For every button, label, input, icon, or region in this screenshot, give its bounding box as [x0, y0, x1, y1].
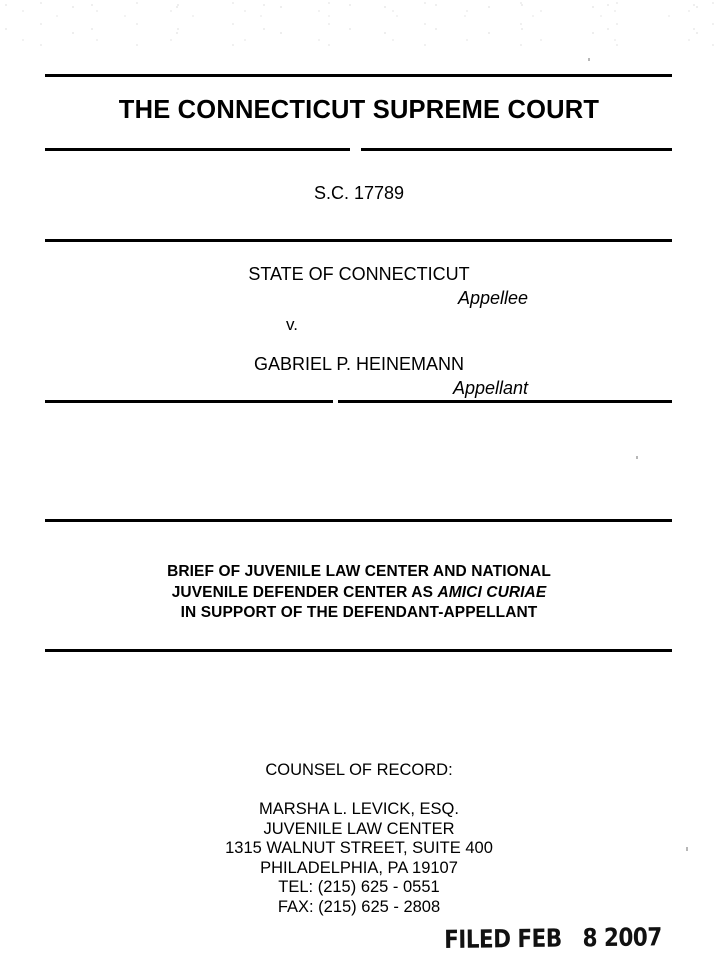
caption-spacer — [0, 337, 718, 352]
scan-speck — [588, 58, 590, 61]
brief-title-line-1: BRIEF OF JUVENILE LAW CENTER AND NATIONAL — [167, 563, 551, 580]
horizontal-rule-above-brief-title — [45, 519, 672, 522]
appellee-role-label: Appellee — [457, 288, 528, 308]
counsel-city-state-zip: PHILADELPHIA, PA 19107 — [260, 858, 458, 877]
counsel-details — [0, 800, 718, 917]
docket-number: S.C. 17789 — [313, 183, 405, 203]
filed-date-stamp: FILED FEB 8 2007 — [444, 922, 662, 954]
amici-curiae-italic: AMICI CURIAE — [437, 583, 547, 601]
appellant-role-label: Appellant — [452, 378, 528, 398]
appellee-name: STATE OF CONNECTICUT — [248, 264, 470, 284]
horizontal-rule-below-brief-title — [45, 649, 672, 652]
scan-noise-top-edge — [0, 0, 718, 46]
counsel-street-address: 1315 WALNUT STREET, SUITE 400 — [225, 839, 493, 857]
counsel-attorney-name: MARSHA L. LEVICK, ESQ. — [259, 800, 459, 818]
brief-title — [0, 562, 718, 624]
appellant-name: GABRIEL P. HEINEMANN — [253, 354, 465, 374]
court-title: THE CONNECTICUT SUPREME COURT — [118, 96, 600, 124]
case-caption — [0, 262, 718, 400]
brief-title-line-2 — [0, 583, 718, 604]
brief-title-line-3: IN SUPPORT OF THE DEFENDANT-APPELLANT — [180, 604, 538, 621]
horizontal-rule-below-caption — [45, 400, 672, 403]
counsel-telephone: TEL: (215) 625 - 0551 — [278, 878, 440, 896]
scan-speck — [636, 456, 638, 459]
versus-separator: v. — [286, 315, 298, 334]
counsel-fax: FAX: (215) 625 - 2808 — [277, 897, 441, 916]
horizontal-rule-above-caption — [45, 239, 672, 242]
horizontal-rule-above-title — [45, 74, 672, 77]
horizontal-rule-below-title — [45, 148, 672, 151]
brief-title-line-2-text: JUVENILE DEFENDER CENTER AS — [171, 583, 438, 601]
counsel-organization: JUVENILE LAW CENTER — [263, 819, 455, 838]
counsel-of-record-heading: COUNSEL OF RECORD: — [265, 761, 453, 779]
